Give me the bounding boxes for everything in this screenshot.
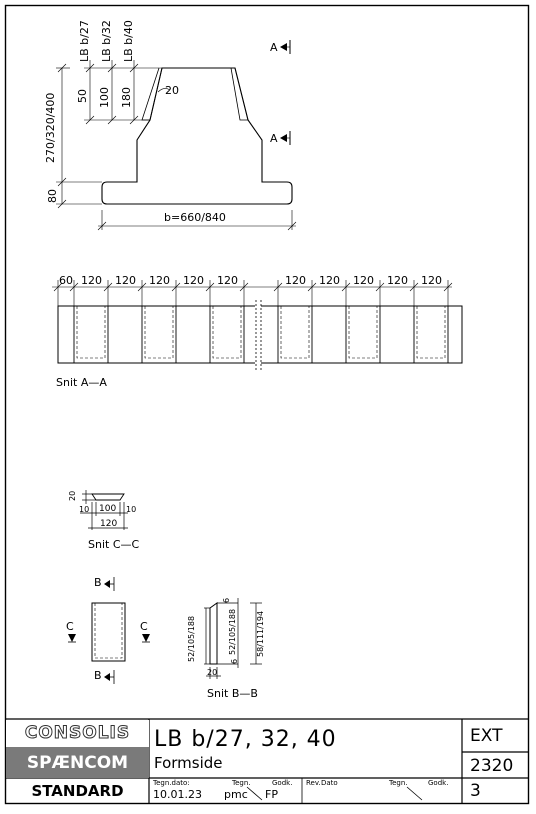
dim-label: 20 (68, 490, 77, 501)
rev-tegn-label: Tegn. (389, 779, 408, 787)
section-marker: C (66, 620, 74, 633)
dim-label: 52/105/188 (228, 608, 237, 655)
spacing-label: 120 (183, 274, 204, 287)
dim-label: 100 (98, 87, 111, 108)
section-marker: B (94, 669, 102, 682)
variant-label: LB b/40 (122, 20, 135, 62)
variant-label: LB b/32 (100, 20, 113, 62)
spacing-label: 120 (115, 274, 136, 287)
drawing-code: EXT (470, 726, 503, 746)
base-width-label: b=660/840 (164, 211, 226, 224)
angle-label: 20 (165, 84, 179, 97)
godk-label: Godk. (272, 779, 293, 787)
drawn-by: pmc (224, 788, 248, 801)
variant-label: LB b/27 (78, 20, 91, 62)
section-cc-label: Snit C—C (88, 538, 140, 551)
date-value: 10.01.23 (153, 788, 202, 801)
approved-by: FP (265, 788, 278, 801)
dim-label: 100 (99, 504, 117, 514)
dim-label: 10 (79, 505, 90, 514)
section-marker: B (94, 576, 102, 589)
rev-date-label: Dato (321, 779, 338, 787)
spacing-label: 120 (285, 274, 306, 287)
dim-label: 180 (120, 87, 133, 108)
spacing-label: 120 (319, 274, 340, 287)
dim-label: 80 (46, 189, 59, 203)
sheet-border (6, 6, 529, 804)
spacing-label: 120 (421, 274, 442, 287)
spacing-label: 120 (149, 274, 170, 287)
dim-label: 270/320/400 (44, 92, 57, 163)
rev-godk-label: Godk. (428, 779, 449, 787)
dim-label: 52/105/188 (187, 615, 196, 662)
dim-label: 58/111/194 (256, 610, 265, 657)
drawing-subtitle: Formside (154, 754, 223, 772)
spacing-label: 120 (81, 274, 102, 287)
date-label: Tegn.dato: (153, 779, 190, 787)
section-marker: A (270, 41, 278, 54)
drawing-title: LB b/27, 32, 40 (154, 727, 337, 752)
spacing-label: 60 (59, 274, 73, 287)
spacing-label: 120 (387, 274, 408, 287)
section-marker: C (140, 620, 148, 633)
section-bb-plan (68, 577, 150, 684)
spacing-label: 120 (353, 274, 374, 287)
drawing-number: 2320 (470, 756, 514, 776)
elevation-view (58, 300, 462, 370)
tegn-label: Tegn. (232, 779, 251, 787)
dim-label: 50 (76, 89, 89, 103)
spacing-label: 120 (217, 274, 238, 287)
brand-logo-consolis: CONSOLIS (24, 723, 131, 743)
brand-logo-spaencom: SPÆNCOM (26, 753, 129, 773)
dim-label: 6 (222, 597, 231, 603)
sheet-number: 3 (470, 781, 481, 801)
brand-standard: STANDARD (31, 782, 124, 800)
dim-label: 6 (230, 658, 239, 664)
dim-label: 120 (100, 519, 118, 529)
dim-label: 10 (126, 505, 137, 514)
section-aa-label: Snit A—A (56, 376, 107, 389)
section-marker: A (270, 132, 278, 145)
section-bb-label: Snit B—B (207, 687, 258, 700)
dim-label: 20 (207, 668, 218, 677)
rev-label: Rev. (306, 779, 321, 787)
